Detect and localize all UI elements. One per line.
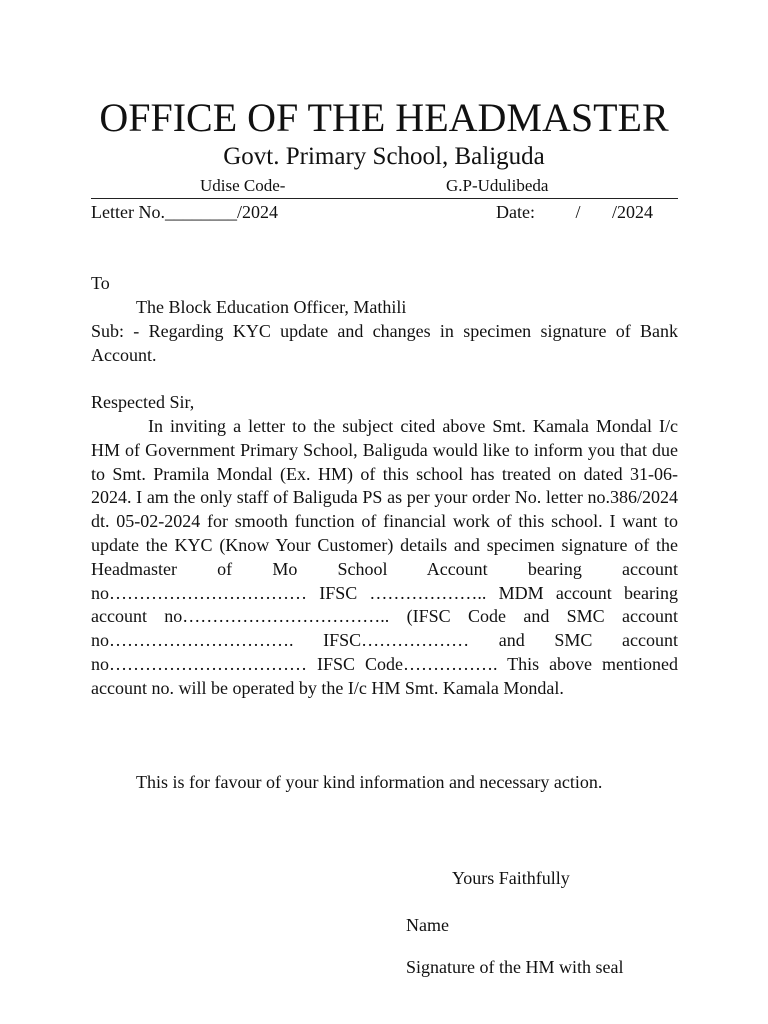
yours-faithfully: Yours Faithfully (452, 868, 570, 888)
recipient: The Block Education Officer, Mathili (136, 297, 407, 317)
letter-number: Letter No.________/2024 (91, 202, 278, 222)
office-title: OFFICE OF THE HEADMASTER (99, 95, 669, 140)
signature-label: Signature of the HM with seal (406, 957, 624, 977)
subject-line: Sub: - Regarding KYC update and changes in specimen signature of Bank Account. (91, 321, 678, 365)
to-label: To (91, 273, 110, 293)
closing-line: This is for favour of your kind information and necessary action. (136, 772, 603, 792)
header-divider (91, 198, 678, 199)
name-label: Name (406, 915, 449, 935)
salutation: Respected Sir, (91, 392, 195, 412)
udise-code-label: Udise Code- (200, 176, 286, 195)
school-name: Govt. Primary School, Baliguda (223, 143, 545, 170)
gp-label: G.P-Udulibeda (446, 176, 549, 195)
body-paragraph: In inviting a letter to the subject cited above Smt. Kamala Mondal I/c HM of Government Primary School, Baliguda would like to inform you that due to Smt. Pramila Mondal (Ex. HM) of this school has treated on dated 31-06-2024. I am the only staff of Baliguda PS as per your order No. letter no.386/2024 dt. 05-02-2024 for smooth function of financial work of this school. I want to update the KYC (Know Your Customer) details and specimen signature of the Headmaster of Mo School Account bearing account no…………………………… IFSC ……………….. MDM account bearing account no…………………………….. (IFSC Code and SMC account no…………………………. IFSC……………… and SMC account no…………………………… IFSC Code……………. This above mentioned account no. will be operated by the I/c HM Smt. Kamala Mondal. (91, 416, 678, 698)
letter-date: Date: / /2024 (496, 202, 653, 222)
